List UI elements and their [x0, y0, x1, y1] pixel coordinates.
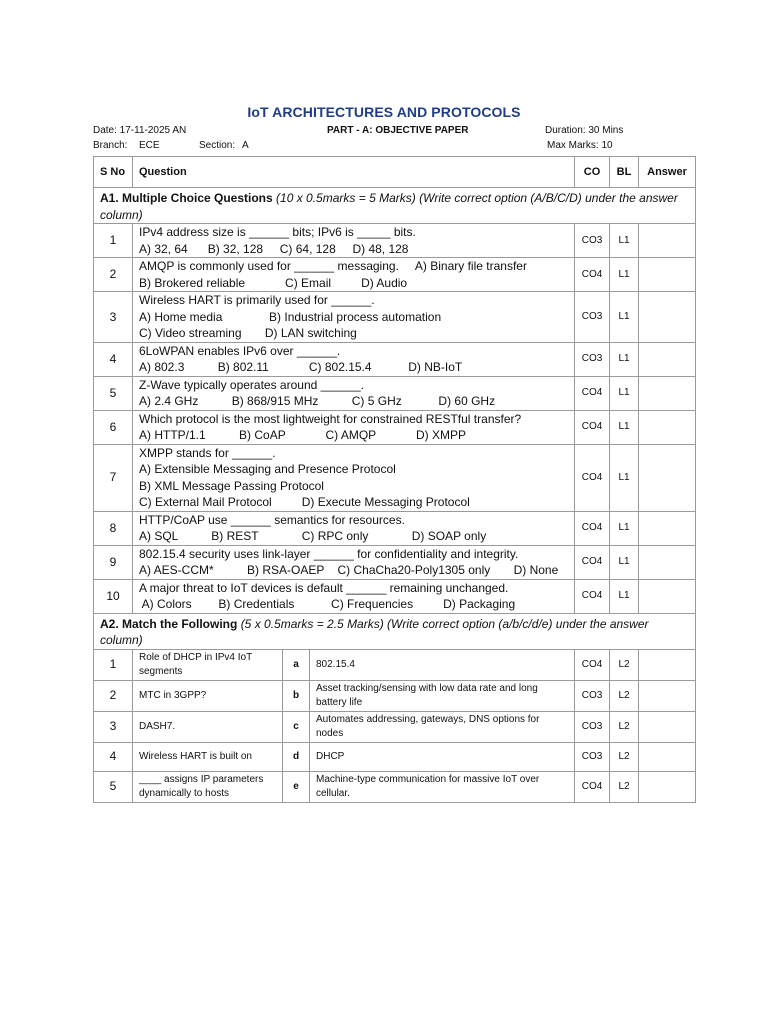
section-value: A: [242, 140, 249, 151]
section-a1-title: A1. Multiple Choice Questions: [100, 191, 273, 205]
match-sno: 4: [94, 742, 133, 771]
mcq-options: A) 32, 64 B) 32, 128 C) 64, 128 D) 48, 128: [139, 241, 409, 256]
section-a2-note: (5 x 0.5marks = 2.5 Marks) (Write correct option (a/b/c/d/e) under the answer column): [100, 616, 649, 647]
match-left: Wireless HART is built on: [133, 742, 283, 771]
header-co: CO: [575, 157, 610, 188]
header-answer: Answer: [639, 157, 696, 188]
match-row: [94, 649, 696, 680]
mcq-co: CO3: [575, 224, 610, 258]
mcq-sno: 6: [94, 410, 133, 444]
match-bl: L2: [610, 680, 639, 711]
match-right: 802.15.4: [310, 649, 575, 680]
mcq-bl: L1: [610, 376, 639, 410]
mcq-options: A) SQL B) REST C) RPC only D) SOAP only: [139, 529, 487, 543]
mcq-options: A) Extensible Messaging and Presence Protocol: [139, 462, 396, 476]
mcq-question-text: XMPP stands for ______.: [139, 445, 276, 460]
match-row: [94, 711, 696, 742]
mcq-sno: 10: [94, 579, 133, 613]
mcq-co: CO4: [575, 579, 610, 613]
match-letter: b: [283, 680, 310, 711]
mcq-co: CO4: [575, 376, 610, 410]
mcq-question: [133, 258, 575, 292]
mcq-answer-cell[interactable]: [639, 258, 696, 292]
match-letter: e: [283, 771, 310, 802]
mcq-row: [94, 224, 696, 258]
paper-part: [327, 125, 469, 136]
mcq-bl: L1: [610, 224, 639, 258]
match-left: ____ assigns IP parameters dynamically to hosts: [133, 771, 283, 802]
section-a1-heading: [94, 188, 696, 224]
mcq-row: [94, 292, 696, 343]
mcq-question: [133, 545, 575, 579]
mcq-options: A) AES-CCM* B) RSA-OAEP C) ChaCha20-Poly1305 only D) None: [139, 563, 559, 577]
mcq-answer-cell[interactable]: [639, 579, 696, 613]
match-co: CO3: [575, 680, 610, 711]
mcq-options: B) Brokered reliable C) Email D) Audio: [139, 275, 408, 290]
match-sno: 2: [94, 680, 133, 711]
mcq-answer-cell[interactable]: [639, 376, 696, 410]
exam-duration: Duration: 30 Mins: [545, 125, 624, 136]
match-right: Asset tracking/sensing with low data rate and long battery life: [310, 680, 575, 711]
mcq-question: [133, 579, 575, 613]
mcq-sno: 8: [94, 511, 133, 545]
mcq-answer-cell[interactable]: [639, 410, 696, 444]
mcq-question-text: AMQP is commonly used for ______ messaging. A) Binary file transfer: [139, 259, 527, 273]
mcq-question: [133, 444, 575, 511]
mcq-row: [94, 579, 696, 613]
mcq-co: CO4: [575, 410, 610, 444]
mcq-question: [133, 410, 575, 444]
mcq-co: CO4: [575, 545, 610, 579]
mcq-sno: 7: [94, 444, 133, 511]
mcq-options: A) Colors B) Credentials C) Frequencies D) Packaging: [139, 597, 516, 611]
mcq-bl: L1: [610, 410, 639, 444]
mcq-bl: L1: [610, 511, 639, 545]
match-right: Machine-type communication for massive IoT over cellular.: [310, 771, 575, 802]
match-sno: 5: [94, 771, 133, 802]
header-question: Question: [133, 157, 575, 188]
mcq-question-text: Wireless HART is primarily used for ______.: [139, 293, 375, 307]
match-right: DHCP: [310, 742, 575, 771]
mcq-row: [94, 511, 696, 545]
mcq-question: [133, 376, 575, 410]
mcq-question: [133, 224, 575, 258]
mcq-answer-cell[interactable]: [639, 224, 696, 258]
match-letter: a: [283, 649, 310, 680]
mcq-bl: L1: [610, 342, 639, 376]
mcq-options: B) XML Message Passing Protocol: [139, 478, 324, 493]
mcq-answer-cell[interactable]: [639, 511, 696, 545]
mcq-sno: 4: [94, 342, 133, 376]
mcq-answer-cell[interactable]: [639, 444, 696, 511]
mcq-bl: L1: [610, 444, 639, 511]
mcq-row: [94, 545, 696, 579]
match-answer-cell[interactable]: [639, 742, 696, 771]
mcq-question-text: HTTP/CoAP use ______ semantics for resources.: [139, 512, 405, 527]
match-co: CO4: [575, 649, 610, 680]
mcq-answer-cell[interactable]: [639, 545, 696, 579]
match-co: CO4: [575, 771, 610, 802]
question-table: [93, 156, 696, 803]
match-bl: L2: [610, 771, 639, 802]
max-marks: Max Marks: 10: [547, 140, 613, 151]
mcq-sno: 5: [94, 376, 133, 410]
match-sno: 3: [94, 711, 133, 742]
mcq-question-text: A major threat to IoT devices is default ______ remaining unchanged.: [139, 580, 509, 595]
mcq-row: [94, 444, 696, 511]
match-letter: c: [283, 711, 310, 742]
match-left: DASH7.: [133, 711, 283, 742]
mcq-co: CO4: [575, 258, 610, 292]
mcq-row: [94, 376, 696, 410]
header-bl: BL: [610, 157, 639, 188]
mcq-question-text: Which protocol is the most lightweight for constrained RESTful transfer?: [139, 411, 522, 426]
match-row: [94, 680, 696, 711]
mcq-question-text: 802.15.4 security uses link-layer ______ for confidentiality and integrity.: [139, 546, 519, 561]
mcq-answer-cell[interactable]: [639, 342, 696, 376]
mcq-answer-cell[interactable]: [639, 292, 696, 343]
section-a2-title: A2. Match the Following: [100, 616, 238, 631]
mcq-co: CO4: [575, 444, 610, 511]
match-co: CO3: [575, 742, 610, 771]
mcq-bl: L1: [610, 292, 639, 343]
match-sno: 1: [94, 649, 133, 680]
mcq-question: [133, 511, 575, 545]
match-bl: L2: [610, 742, 639, 771]
branch-label: Branch:: [93, 140, 128, 151]
mcq-options: A) Home media B) Industrial process automation: [139, 309, 442, 324]
question-table-body: [94, 157, 696, 803]
mcq-row: [94, 410, 696, 444]
match-bl: L2: [610, 711, 639, 742]
match-answer-cell[interactable]: [639, 711, 696, 742]
mcq-sno: 3: [94, 292, 133, 343]
mcq-options: A) 2.4 GHz B) 868/915 MHz C) 5 GHz D) 60 GHz: [139, 394, 496, 408]
match-letter: d: [283, 742, 310, 771]
mcq-sno: 9: [94, 545, 133, 579]
match-right: Automates addressing, gateways, DNS options for nodes: [310, 711, 575, 742]
section-a1-row: [94, 188, 696, 224]
paper-part-text: PART - A: OBJECTIVE PAPER: [327, 125, 469, 136]
page-title: IoT ARCHITECTURES AND PROTOCOLS: [247, 104, 521, 120]
mcq-co: CO4: [575, 511, 610, 545]
mcq-options: A) HTTP/1.1 B) CoAP C) AMQP D) XMPP: [139, 428, 466, 442]
match-answer-cell[interactable]: [639, 771, 696, 802]
mcq-question-text: Z-Wave typically operates around ______.: [139, 377, 365, 392]
mcq-sno: 2: [94, 258, 133, 292]
mcq-row: [94, 258, 696, 292]
mcq-question-text: 6LoWPAN enables IPv6 over ______.: [139, 343, 341, 358]
mcq-question: [133, 342, 575, 376]
mcq-options: C) Video streaming D) LAN switching: [139, 326, 357, 340]
mcq-sno: 1: [94, 224, 133, 258]
mcq-bl: L1: [610, 579, 639, 613]
mcq-options: A) 802.3 B) 802.11 C) 802.15.4 D) NB-IoT: [139, 360, 463, 374]
match-row: [94, 742, 696, 771]
section-a2-row: [94, 613, 696, 649]
mcq-options: C) External Mail Protocol D) Execute Messaging Protocol: [139, 495, 470, 509]
mcq-question-text: IPv4 address size is ______ bits; IPv6 is _____ bits.: [139, 225, 416, 239]
match-left: Role of DHCP in IPv4 IoT segments: [133, 649, 283, 680]
mcq-co: CO3: [575, 342, 610, 376]
match-co: CO3: [575, 711, 610, 742]
header-sno: S No: [94, 157, 133, 188]
match-bl: L2: [610, 649, 639, 680]
match-left: MTC in 3GPP?: [133, 680, 283, 711]
exam-date: Date: 17-11-2025 AN: [93, 125, 187, 136]
match-row: [94, 771, 696, 802]
section-a2-heading: [94, 613, 696, 649]
section-label: Section:: [199, 140, 236, 151]
match-answer-cell[interactable]: [639, 649, 696, 680]
match-answer-cell[interactable]: [639, 680, 696, 711]
mcq-bl: L1: [610, 545, 639, 579]
mcq-bl: L1: [610, 258, 639, 292]
table-header-row: [94, 157, 696, 188]
mcq-co: CO3: [575, 292, 610, 343]
branch-value: ECE: [139, 140, 160, 151]
mcq-question: [133, 292, 575, 343]
section-a1-note: (10 x 0.5marks = 5 Marks) (Write correct option (A/B/C/D) under the answer column): [100, 191, 678, 222]
mcq-row: [94, 342, 696, 376]
